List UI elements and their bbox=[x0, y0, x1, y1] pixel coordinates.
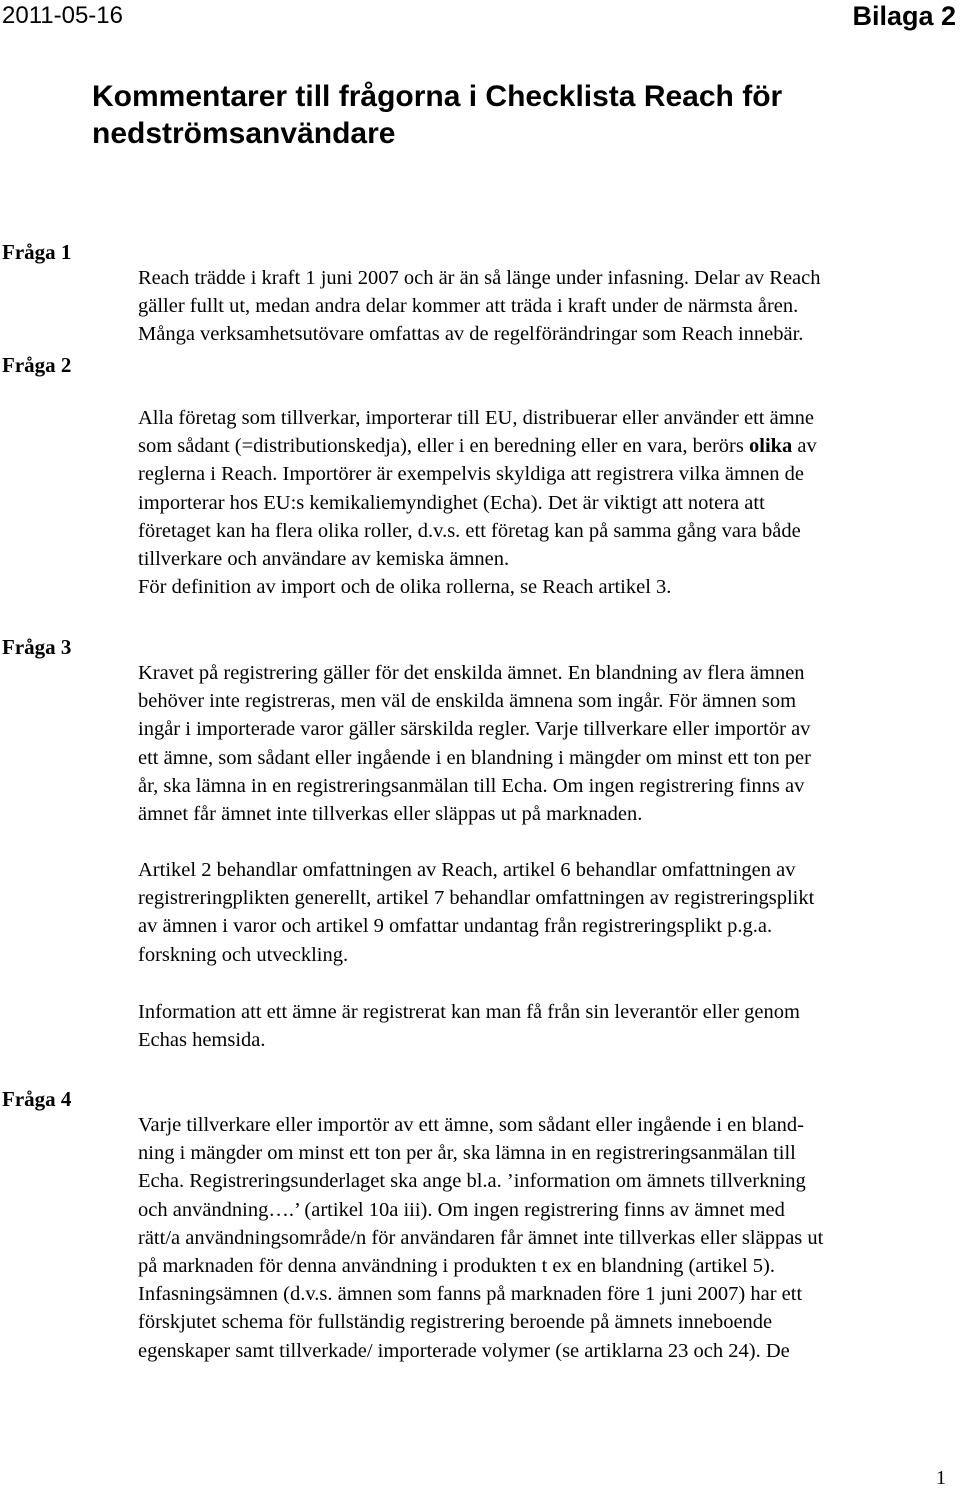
text-line: ett ämne, som sådant eller ingående i en blandning i mängder om minst ett ton per bbox=[138, 746, 811, 769]
text-line: ämnet får ämnet inte tillverkas eller släppas ut på marknaden. bbox=[138, 803, 643, 826]
text-line: ingår i importerade varor gäller särskilda regler. Varje tillverkare eller importör av bbox=[138, 718, 811, 741]
text-line: importerar hos EU:s kemikaliemyndighet (Echa). Det är viktigt att notera att bbox=[138, 491, 765, 514]
answer-paragraph-2 bbox=[138, 404, 960, 601]
document-date: 2011-05-16 bbox=[2, 2, 123, 29]
text-fragment: av bbox=[797, 435, 817, 458]
text-line: Information att ett ämne är registrerat kan man få från sin leverantör eller genom bbox=[138, 1001, 800, 1023]
text-line: Många verksamhetsutövare omfattas av de regelförändringar som Reach innebär. bbox=[138, 323, 804, 346]
text-line: tillverkare och användare av kemiska ämnen. bbox=[138, 548, 510, 571]
text-fragment: som sådant (=distributionskedja), eller i en beredning eller en vara, berörs bbox=[138, 435, 749, 458]
text-line: Reach trädde i kraft 1 juni 2007 och är än så länge under infasning. Delar av Reach bbox=[138, 267, 821, 289]
text-line: gäller fullt ut, medan andra delar kommer att träda i kraft under de närmsta åren. bbox=[138, 295, 799, 318]
text-line: ning i mängder om minst ett ton per år, ska lämna in en registreringsanmälan till bbox=[138, 1142, 796, 1165]
page-number: 1 bbox=[936, 1467, 946, 1489]
title-line-2: nedströmsanvändare bbox=[92, 117, 396, 150]
text-line bbox=[138, 432, 960, 460]
text-line: på marknaden för denna användning i produkten t ex en blandning (artikel 5). bbox=[138, 1255, 776, 1278]
question-label-1: Fråga 1 bbox=[2, 240, 72, 264]
question-label-4: Fråga 4 bbox=[2, 1087, 72, 1111]
answer-paragraph-5 bbox=[138, 998, 960, 1054]
text-line: Varje tillverkare eller importör av ett ämne, som sådant eller ingående i en bland- bbox=[138, 1114, 804, 1136]
text-line: Infasningsämnen (d.v.s. ämnen som fanns på marknaden före 1 juni 2007) har ett bbox=[138, 1283, 803, 1306]
text-line: förskjutet schema för fullständig registrering beroende på ämnets inneboende bbox=[138, 1311, 773, 1334]
question-label-2: Fråga 2 bbox=[2, 353, 72, 377]
text-line: rätt/a användningsområde/n för användaren får ämnet inte tillverkas eller släppas ut bbox=[138, 1226, 824, 1249]
answer-paragraph-1 bbox=[138, 264, 960, 349]
text-line: registreringplikten generellt, artikel 7 behandlar omfattningen av registreringsplikt bbox=[138, 887, 815, 910]
answer-paragraph-4 bbox=[138, 856, 960, 969]
text-line: behöver inte registreras, men väl de enskilda ämnena som ingår. För ämnen som bbox=[138, 690, 797, 713]
text-line: år, ska lämna in en registreringsanmälan till Echa. Om ingen registrering finns av bbox=[138, 774, 805, 797]
attachment-label: Bilaga 2 bbox=[852, 1, 956, 31]
text-line: Alla företag som tillverkar, importerar till EU, distribuerar eller använder ett ämne bbox=[138, 407, 814, 429]
text-line: Artikel 2 behandlar omfattningen av Reach, artikel 6 behandlar omfattningen av bbox=[138, 859, 796, 881]
text-line: forskning och utveckling. bbox=[138, 943, 349, 966]
text-line: egenskaper samt tillverkade/ importerade volymer (se artiklarna 23 och 24). De bbox=[138, 1339, 790, 1362]
answer-paragraph-6 bbox=[138, 1111, 960, 1365]
text-line: Echa. Registreringsunderlaget ska ange bl.a. ’information om ämnets tillverkning bbox=[138, 1170, 806, 1193]
document-title bbox=[92, 78, 892, 152]
emphasis-olika: olika bbox=[749, 435, 793, 458]
answer-paragraph-3 bbox=[138, 659, 960, 828]
title-line-1: Kommentarer till frågorna i Checklista Reach för bbox=[92, 80, 783, 113]
text-line: företaget kan ha flera olika roller, d.v.s. ett företag kan på samma gång vara både bbox=[138, 519, 801, 542]
text-line: Echas hemsida. bbox=[138, 1029, 266, 1052]
question-label-3: Fråga 3 bbox=[2, 635, 72, 659]
text-line: reglerna i Reach. Importörer är exempelvis skyldiga att registrera vilka ämnen de bbox=[138, 463, 804, 486]
text-line: av ämnen i varor och artikel 9 omfattar undantag från registreringsplikt p.g.a. bbox=[138, 915, 773, 938]
text-line: För definition av import och de olika rollerna, se Reach artikel 3. bbox=[138, 576, 672, 599]
text-line: Kravet på registrering gäller för det enskilda ämnet. En blandning av flera ämnen bbox=[138, 662, 805, 684]
text-line: och användning….’ (artikel 10a iii). Om ingen registrering finns av ämnet med bbox=[138, 1198, 785, 1221]
